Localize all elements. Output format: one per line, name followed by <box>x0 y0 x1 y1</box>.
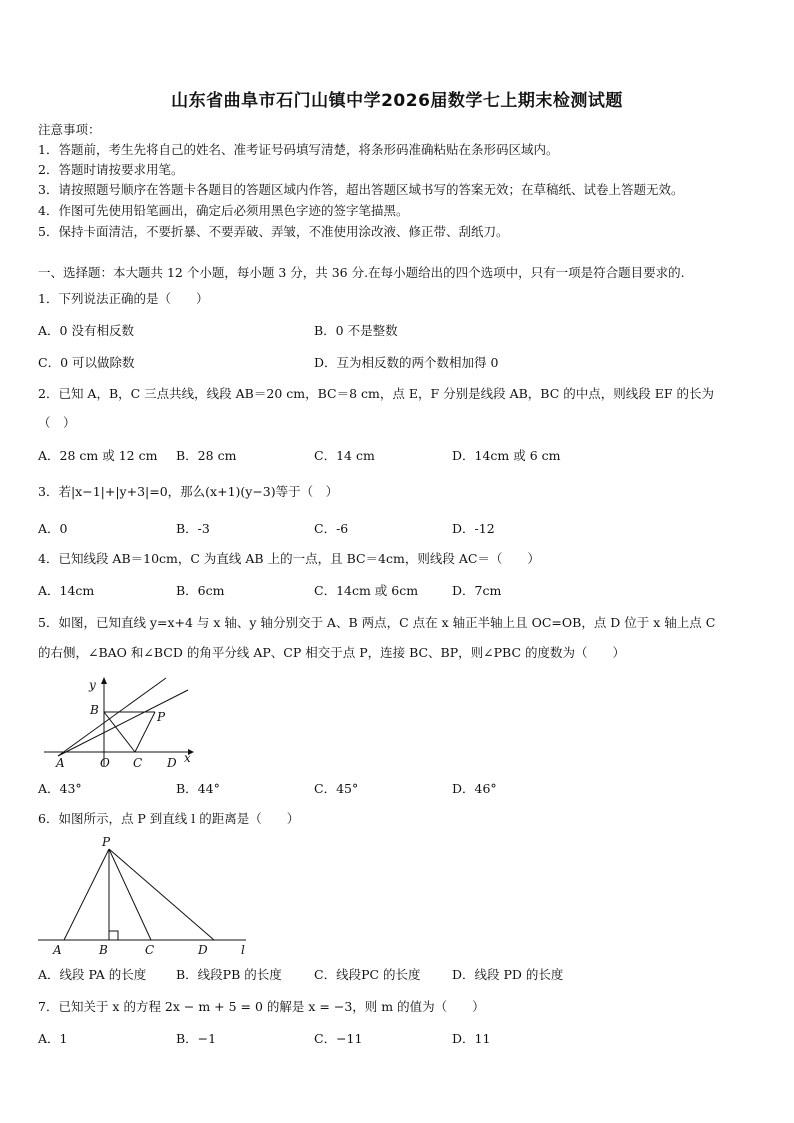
q5-label-a: A <box>56 756 65 770</box>
q6-label-b: B <box>99 943 108 957</box>
q3-option-c: C．-6 <box>314 521 349 536</box>
q3-option-d: D．-12 <box>452 521 495 536</box>
q5-stem-line1: 5．如图，已知直线 y=x+4 与 x 轴、y 轴分别交于 A、B 两点，C 点在 x 轴正半轴上且 OC=OB，点 D 位于 x 轴上点 C <box>38 615 716 630</box>
q6-distance-figure <box>34 834 254 960</box>
q5-option-a: A．43° <box>38 781 82 796</box>
notice-item-2: 2．答题时请按要求用笔。 <box>38 162 184 177</box>
notice-item-3: 3．请按照题号顺序在答题卡各题目的答题区域内作答，超出答题区域书写的答案无效；在草稿纸、试卷上答题无效。 <box>38 182 684 197</box>
q2-option-c: C．14 cm <box>314 448 375 463</box>
q6-option-d: D．线段 PD 的长度 <box>452 967 564 982</box>
q7-option-d: D．11 <box>452 1031 491 1046</box>
q5-label-x: x <box>184 751 191 765</box>
q7-option-a: A．1 <box>38 1031 68 1046</box>
q6-label-d: D <box>198 943 208 957</box>
q6-label-c: C <box>145 943 155 957</box>
q5-coordinate-figure <box>38 674 198 774</box>
q5-option-b: B．44° <box>176 781 220 796</box>
notice-heading: 注意事项： <box>38 122 101 137</box>
notice-item-5: 5．保持卡面清洁，不要折暴、不要弄破、弄皱，不准使用涂改液、修正带、刮纸刀。 <box>38 224 509 239</box>
q5-label-p: P <box>157 710 166 724</box>
q4-option-b: B．6cm <box>176 583 225 598</box>
q6-label-p: P <box>102 835 111 849</box>
segment-bc <box>104 712 135 752</box>
y-axis-arrow <box>101 677 107 684</box>
line-ap <box>58 690 188 756</box>
segment-pa <box>64 849 109 940</box>
q2-stem-line1: 2．已知 A，B，C 三点共线，线段 AB＝20 cm，BC＝8 cm，点 E，F 分别是线段 AB，BC 的中点，则线段 EF 的长为 <box>38 386 714 401</box>
q6-option-c: C．线段PC 的长度 <box>314 967 421 982</box>
q5-label-c: C <box>133 756 143 770</box>
q1-stem: 1．下列说法正确的是（ ） <box>38 291 209 306</box>
right-angle-mark <box>109 931 118 940</box>
q5-stem-line2: 的右侧，∠BAO 和∠BCD 的角平分线 AP、CP 相交于点 P，连接 BC、BP，则∠PBC 的度数为（ ） <box>38 645 625 660</box>
q3-option-b: B．-3 <box>176 521 210 536</box>
notice-item-1: 1．答题前，考生先将自己的姓名、准考证号码填写清楚，将条形码准确粘贴在条形码区域内。 <box>38 142 559 157</box>
q6-label-a: A <box>53 943 62 957</box>
q7-option-b: B．−1 <box>176 1031 217 1046</box>
q4-option-c: C．14cm 或 6cm <box>314 583 419 598</box>
q7-stem: 7．已知关于 x 的方程 2x − m + 5 = 0 的解是 x = −3，则 m 的值为（ ） <box>38 999 485 1014</box>
notice-item-4: 4．作图可先使用铅笔画出，确定后必须用黑色字迹的签字笔描黑。 <box>38 203 409 218</box>
q5-label-o: O <box>100 756 110 770</box>
q5-option-c: C．45° <box>314 781 359 796</box>
segment-pc <box>109 849 151 940</box>
q7-option-c: C．−11 <box>314 1031 363 1046</box>
q5-option-d: D．46° <box>452 781 497 796</box>
q1-option-c: C．0 可以做除数 <box>38 355 135 370</box>
q4-option-a: A．14cm <box>38 583 95 598</box>
section-heading: 一、选择题：本大题共 12 个小题，每小题 3 分，共 36 分.在每小题给出的四个选项中，只有一项是符合题目要求的. <box>38 265 685 280</box>
q5-label-y: y <box>89 678 96 692</box>
page-title: 山东省曲阜市石门山镇中学2026届数学七上期末检测试题 <box>171 91 623 111</box>
q6-option-b: B．线段PB 的长度 <box>176 967 282 982</box>
q4-option-d: D．7cm <box>452 583 502 598</box>
q2-option-d: D．14cm 或 6 cm <box>452 448 561 463</box>
q3-option-a: A．0 <box>38 521 68 536</box>
q2-option-a: A．28 cm 或 12 cm <box>38 448 158 463</box>
q6-stem: 6．如图所示，点 P 到直线 l 的距离是（ ） <box>38 811 300 826</box>
q3-stem: 3．若|x−1|+|y+3|=0，那么(x+1)(y−3)等于（ ） <box>38 484 339 499</box>
q5-label-b: B <box>90 703 99 717</box>
q4-stem: 4．已知线段 AB＝10cm，C 为直线 AB 上的一点，且 BC＝4cm，则线段 AC＝（ ） <box>38 551 540 566</box>
q1-option-a: A．0 没有相反数 <box>38 323 134 338</box>
q5-label-d: D <box>167 756 177 770</box>
q1-option-b: B．0 不是整数 <box>314 323 398 338</box>
q2-option-b: B．28 cm <box>176 448 237 463</box>
segment-cp <box>135 712 155 752</box>
line-ab <box>58 678 166 756</box>
q6-option-a: A．线段 PA 的长度 <box>38 967 147 982</box>
q6-label-l: l <box>241 943 245 957</box>
q1-option-d: D．互为相反数的两个数相加得 0 <box>314 355 499 370</box>
q2-stem-line2: （ ） <box>38 415 76 430</box>
segment-pd <box>109 849 214 940</box>
